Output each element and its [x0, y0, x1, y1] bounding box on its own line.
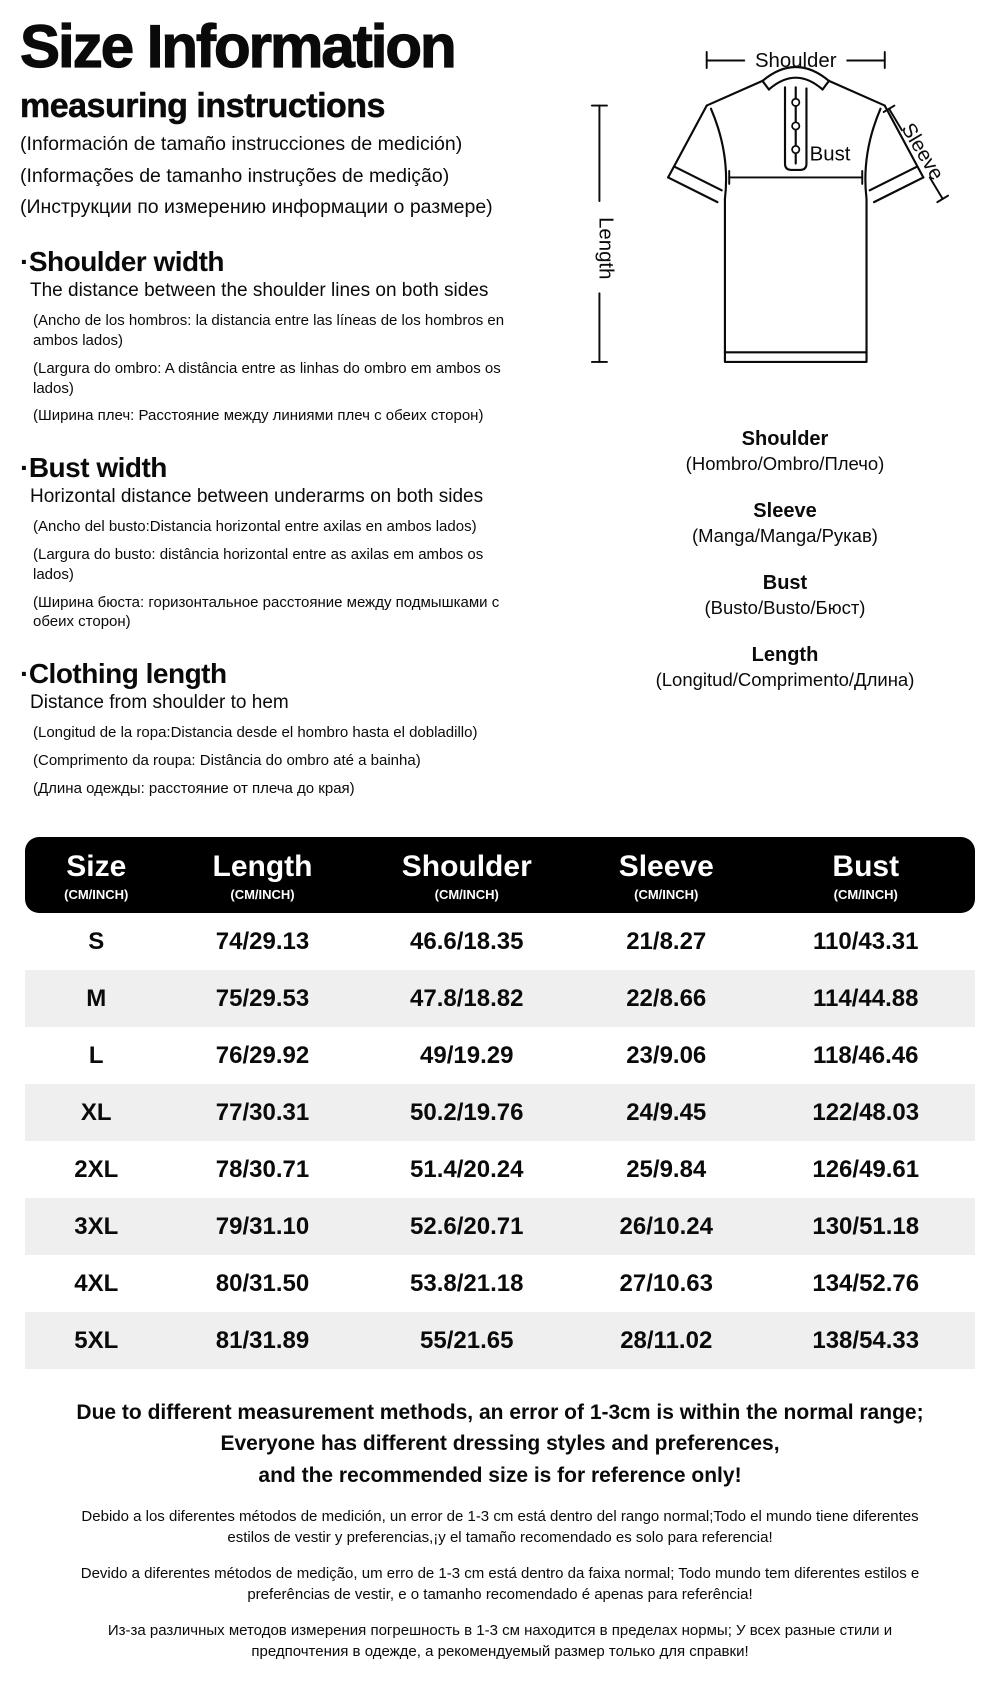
- length-cell: 81/31.89: [215, 1326, 310, 1354]
- sleeve-measure-label: Sleeve: [896, 119, 948, 185]
- section-translation-ru: (Ширина плеч: Расстояние между линиями плеч с обеих сторон): [33, 407, 484, 425]
- top-area: [0, 13, 1000, 807]
- section-translation-es: (Ancho de los hombros: la distancia entre las líneas de los hombros en ambos lados): [33, 312, 505, 350]
- column-header-label: Bust: [832, 849, 900, 883]
- legend-item-length: [656, 643, 915, 691]
- instructions-column: [20, 13, 570, 807]
- shoulder-cell: 51.4/20.24: [410, 1155, 524, 1183]
- legend-item-shoulder: [656, 427, 915, 475]
- disclaimer-es: Debido a los diferentes métodos de medición, un error de 1-3 cm está dentro del rango normal;Todo el mundo tiene diferentes estilos de vestir y preferencias,¡y el tamaño recomendado es solo para referencia!: [81, 1508, 919, 1547]
- length-cell: 78/30.71: [215, 1155, 310, 1183]
- column-header-unit: (CM/INCH): [634, 886, 699, 902]
- size-row-xl: [25, 1084, 975, 1141]
- length-cell: 80/31.50: [215, 1269, 310, 1297]
- column-header-shoulder: [358, 837, 577, 913]
- shoulder-cell: 49/19.29: [420, 1041, 514, 1069]
- shoulder-cell: 55/21.65: [420, 1326, 514, 1354]
- sleeve-cell: 22/8.66: [626, 984, 707, 1012]
- section-clothing-length: [20, 658, 564, 798]
- legend-term: Bust: [762, 572, 808, 595]
- column-header-sleeve: [576, 837, 757, 913]
- size-table-header-row: [25, 837, 975, 913]
- subtitle-translation-es: (Información de tamaño instrucciones de medición): [20, 133, 463, 156]
- sleeve-cell: 23/9.06: [626, 1041, 707, 1069]
- size-cell: 3XL: [74, 1212, 119, 1240]
- sleeve-cell: 27/10.63: [619, 1269, 713, 1297]
- sleeve-cell: 25/9.84: [626, 1155, 707, 1183]
- bust-cell: 110/43.31: [813, 927, 919, 955]
- size-row-m: [25, 970, 975, 1027]
- shoulder-cell: 46.6/18.35: [410, 927, 524, 955]
- legend-term: Shoulder: [741, 428, 829, 450]
- column-header-unit: (CM/INCH): [230, 886, 295, 902]
- size-cell: S: [88, 927, 105, 955]
- column-header-unit: (CM/INCH): [64, 886, 129, 902]
- size-cell: 5XL: [74, 1326, 119, 1354]
- shoulder-cell: 50.2/19.76: [410, 1098, 524, 1126]
- section-translation-pt: (Largura do ombro: A distância entre as linhas do ombro em ambos os lados): [33, 359, 501, 397]
- bust-cell: 138/54.33: [812, 1326, 920, 1354]
- section-translation-es: (Ancho del busto:Distancia horizontal entre axilas en ambos lados): [33, 518, 477, 536]
- bust-cell: 134/52.76: [812, 1269, 920, 1297]
- column-header-label: Length: [212, 849, 313, 883]
- sleeve-cell: 26/10.24: [619, 1212, 713, 1240]
- size-cell: L: [88, 1041, 104, 1069]
- section-translation-es: (Longitud de la ropa:Distancia desde el hombro hasta el dobladillo): [33, 724, 478, 742]
- shoulder-cell: 47.8/18.82: [410, 984, 524, 1012]
- legend-translation: (Busto/Busto/Бюст): [704, 597, 866, 619]
- length-cell: 75/29.53: [215, 984, 310, 1012]
- size-cell: M: [86, 984, 107, 1012]
- measurement-legend: [656, 427, 915, 716]
- subtitle-translation-ru: (Инструкции по измерению информации о размере): [20, 195, 493, 218]
- sleeve-cell: 21/8.27: [626, 927, 707, 955]
- length-cell: 79/31.10: [215, 1212, 310, 1240]
- section-title: ·Bust width: [20, 452, 167, 484]
- section-description: The distance between the shoulder lines on both sides: [30, 280, 489, 302]
- length-measure-label: Length: [594, 217, 617, 280]
- shoulder-cell: 52.6/20.71: [410, 1212, 524, 1240]
- size-cell: XL: [80, 1098, 112, 1126]
- column-header-unit: (CM/INCH): [434, 886, 499, 902]
- section-shoulder-width: [20, 246, 564, 426]
- size-table: [25, 837, 975, 1369]
- disclaimer-ru: Из-за различных методов измерения погрешность в 1-3 см находится в пределах нормы; У всех разные стили и предпочтения в одежде, а рекомендуемый размер только для справки!: [107, 1622, 893, 1661]
- bust-cell: 122/48.03: [812, 1098, 920, 1126]
- column-header-bust: [757, 837, 976, 913]
- legend-term: Sleeve: [753, 500, 817, 523]
- disclaimer-notes: [0, 1397, 1000, 1663]
- sleeve-cell: 24/9.45: [626, 1098, 707, 1126]
- bust-cell: 126/49.61: [812, 1155, 920, 1183]
- size-row-2xl: [25, 1141, 975, 1198]
- section-bust-width: [20, 452, 564, 632]
- size-row-l: [25, 1027, 975, 1084]
- shoulder-measure-label: Shoulder: [754, 49, 837, 72]
- subtitle-translation-pt: (Informações de tamanho instruções de medição): [20, 164, 450, 187]
- legend-term: Length: [751, 644, 819, 667]
- bust-cell: 118/46.46: [813, 1041, 919, 1069]
- section-title: ·Clothing length: [20, 658, 227, 690]
- legend-item-bust: [656, 571, 915, 619]
- section-translation-ru: (Ширина бюста: горизонтальное расстояние между подмышками с обеих сторон): [33, 593, 500, 631]
- column-header-length: [168, 837, 358, 913]
- sleeve-cell: 28/11.02: [620, 1326, 713, 1354]
- length-cell: 74/29.13: [215, 927, 310, 955]
- section-translation-pt: (Comprimento da roupa: Distância do ombro até a bainha): [33, 751, 421, 769]
- column-header-label: Size: [66, 849, 127, 883]
- size-row-3xl: [25, 1198, 975, 1255]
- column-header-size: [25, 837, 168, 913]
- bust-measure-label: Bust: [809, 143, 851, 166]
- legend-translation: (Longitud/Comprimento/Длина): [655, 669, 915, 691]
- size-row-s: [25, 913, 975, 970]
- section-title: ·Shoulder width: [20, 246, 225, 278]
- bust-cell: 130/51.18: [812, 1212, 920, 1240]
- size-row-4xl: [25, 1255, 975, 1312]
- column-header-unit: (CM/INCH): [833, 886, 898, 902]
- size-cell: 2XL: [74, 1155, 119, 1183]
- section-description: Distance from shoulder to hem: [30, 692, 289, 714]
- disclaimer-en-line3: and the recommended size is for reference only!: [258, 1463, 742, 1487]
- tshirt-measurement-diagram: [581, 38, 989, 407]
- legend-translation: (Hombro/Ombro/Плечо): [685, 453, 885, 474]
- legend-translation: (Manga/Manga/Рукав): [692, 525, 878, 547]
- column-header-label: Sleeve: [618, 849, 714, 883]
- size-cell: 4XL: [74, 1269, 119, 1297]
- bust-cell: 114/44.88: [813, 984, 919, 1012]
- size-row-5xl: [25, 1312, 975, 1369]
- column-header-label: Shoulder: [401, 849, 532, 883]
- section-translation-pt: (Largura do busto: distância horizontal entre as axilas em ambos os lados): [33, 546, 484, 583]
- length-cell: 76/29.92: [215, 1041, 310, 1069]
- section-description: Horizontal distance between underarms on both sides: [30, 486, 484, 508]
- page-title: Size Information: [20, 13, 455, 80]
- section-translation-ru: (Длина одежды: расстояние от плеча до края): [33, 779, 355, 797]
- length-cell: 77/30.31: [215, 1098, 310, 1126]
- diagram-column: [570, 16, 1000, 807]
- page-subtitle: measuring instructions: [20, 87, 385, 126]
- disclaimer-en-line2: Everyone has different dressing styles and preferences,: [220, 1432, 780, 1456]
- disclaimer-pt: Devido a diferentes métodos de medição, um erro de 1-3 cm está dentro da faixa normal; Todo mundo tem diferentes estilos e preferências de vestir, e o tamanho recomendado é apenas para referência!: [80, 1565, 920, 1604]
- legend-item-sleeve: [656, 499, 915, 547]
- shoulder-cell: 53.8/21.18: [410, 1269, 524, 1297]
- disclaimer-en-line1: Due to different measurement methods, an error of 1-3cm is within the normal range;: [76, 1400, 924, 1424]
